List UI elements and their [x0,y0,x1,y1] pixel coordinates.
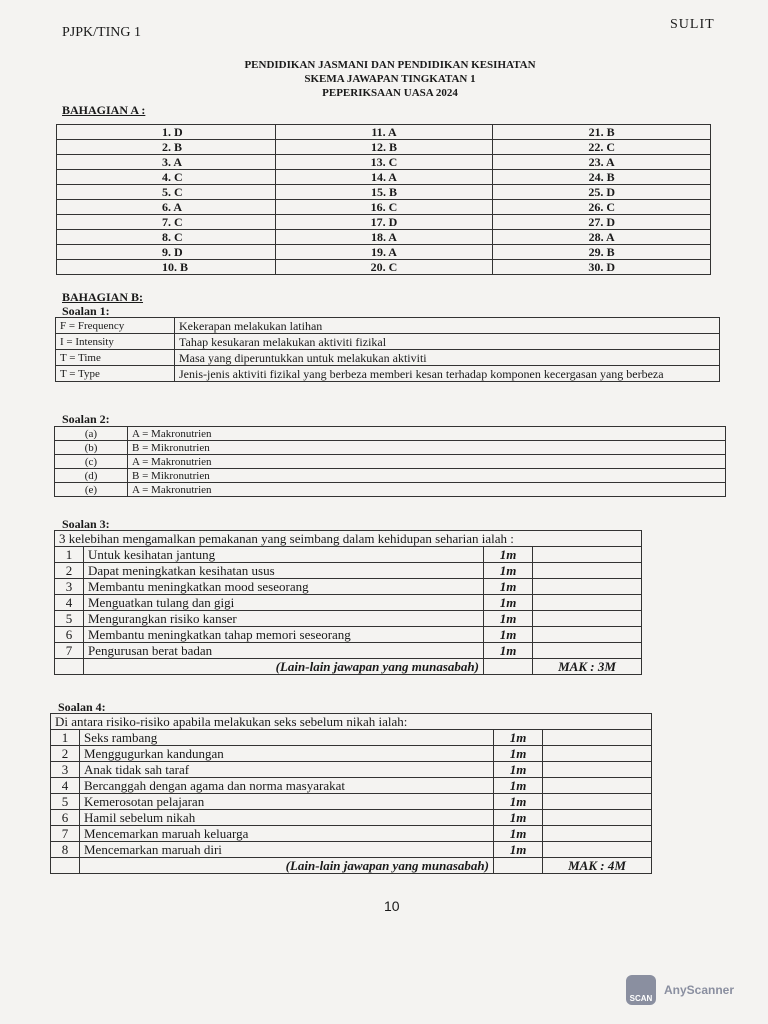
answer-row [51,730,652,746]
answer-cell: 17. D [275,215,493,230]
answer-cell: 14. A [275,170,493,185]
blank-cell [543,826,652,842]
answer-text: Mencemarkan maruah diri [80,842,494,858]
mark-value: 1m [484,579,533,595]
answer-cell: 6. A [57,200,276,215]
blank-cell [543,762,652,778]
footer-number-cell [55,659,84,675]
answer-row [57,185,711,200]
answer-number: 5 [51,794,80,810]
mark-value: 1m [484,611,533,627]
answer-cell: 22. C [493,140,711,155]
mark-value: 1m [484,627,533,643]
intro-row [55,531,642,547]
answer-number: 7 [51,826,80,842]
mark-value: 1m [494,826,543,842]
footer-note: (Lain-lain jawapan yang munasabah) [80,858,494,874]
answer-number: 2 [51,746,80,762]
answer-row [55,563,642,579]
soalan-2-row [55,469,726,483]
answer-cell: 27. D [493,215,711,230]
blank-cell [543,794,652,810]
blank-cell [533,547,642,563]
footer-row [51,858,652,874]
soalan-2-label: Soalan 2: [62,412,110,426]
soalan-2-table [54,426,726,497]
footer-mark-cell [484,659,533,675]
soalan-4-label: Soalan 4: [58,700,106,714]
fitt-key: T = Time [56,350,175,366]
answer-text: Bercanggah dengan agama dan norma masyarakat [80,778,494,794]
answer-cell: 23. A [493,155,711,170]
nutrient-answer: A = Makronutrien [128,455,726,469]
answer-cell: 28. A [493,230,711,245]
answer-number: 6 [55,627,84,643]
answer-cell: 30. D [493,260,711,275]
soalan-1-row [56,350,720,366]
blank-cell [543,778,652,794]
mark-value: 1m [484,643,533,659]
answer-number: 1 [51,730,80,746]
blank-cell [533,579,642,595]
scan-logo-icon: SCAN [626,975,656,1005]
answer-text: Menguatkan tulang dan gigi [84,595,484,611]
part-label: (a) [55,427,128,441]
anyscanner-watermark [626,975,734,1005]
fitt-description: Jenis-jenis aktiviti fizikal yang berbeza memberi kesan terhadap komponen kecergasan yang berbeza [175,366,720,382]
answer-cell: 15. B [275,185,493,200]
bahagian-a-heading: BAHAGIAN A : [62,103,146,117]
answer-cell: 12. B [275,140,493,155]
answer-cell: 2. B [57,140,276,155]
mark-value: 1m [494,810,543,826]
answer-number: 5 [55,611,84,627]
header-code: PJPK/TING 1 [62,25,141,40]
soalan-1-row [56,366,720,382]
fitt-description: Kekerapan melakukan latihan [175,318,720,334]
answer-row [55,595,642,611]
answer-cell: 7. C [57,215,276,230]
answer-text: Menggugurkan kandungan [80,746,494,762]
nutrient-answer: B = Mikronutrien [128,441,726,455]
answer-text: Hamil sebelum nikah [80,810,494,826]
footer-number-cell [51,858,80,874]
fitt-key: I = Intensity [56,334,175,350]
answer-text: Seks rambang [80,730,494,746]
answer-number: 6 [51,810,80,826]
answer-text: Membantu meningkatkan mood seseorang [84,579,484,595]
part-label: (d) [55,469,128,483]
answer-row [57,260,711,275]
title-line-2: SKEMA JAWAPAN TINGKATAN 1 [304,73,476,85]
answer-row [51,746,652,762]
blank-cell [543,842,652,858]
footer-row [55,659,642,675]
soalan-1-label: Soalan 1: [62,304,110,318]
answer-row [57,200,711,215]
document-title [200,58,580,100]
answer-row [57,170,711,185]
answer-cell: 26. C [493,200,711,215]
soalan-2-row [55,427,726,441]
answer-row [55,627,642,643]
part-label: (c) [55,455,128,469]
answer-cell: 9. D [57,245,276,260]
answer-number: 8 [51,842,80,858]
intro-row [51,714,652,730]
answer-text: Kemerosotan pelajaran [80,794,494,810]
soalan-3-label: Soalan 3: [62,517,110,531]
answer-row [55,547,642,563]
max-marks: MAK : 4M [543,858,652,874]
bahagian-b-heading: BAHAGIAN B: [62,290,144,304]
blank-cell [533,595,642,611]
mark-value: 1m [484,547,533,563]
soalan-4-table [50,713,652,874]
soalan-1-table [55,317,720,382]
mark-value: 1m [494,778,543,794]
answer-cell: 5. C [57,185,276,200]
answer-row [55,611,642,627]
answer-number: 1 [55,547,84,563]
blank-cell [533,643,642,659]
footer-mark-cell [494,858,543,874]
part-label: (e) [55,483,128,497]
mark-value: 1m [494,794,543,810]
answer-cell: 19. A [275,245,493,260]
answer-cell: 20. C [275,260,493,275]
blank-cell [533,563,642,579]
answer-text: Mengurangkan risiko kanser [84,611,484,627]
answer-number: 2 [55,563,84,579]
watermark-label: AnyScanner [664,983,735,997]
question-intro: 3 kelebihan mengamalkan pemakanan yang seimbang dalam kehidupan seharian ialah : [55,531,642,547]
answer-cell: 18. A [275,230,493,245]
mark-value: 1m [494,842,543,858]
answer-number: 3 [55,579,84,595]
answer-cell: 8. C [57,230,276,245]
answer-row [55,643,642,659]
title-line-3: PEPERIKSAAN UASA 2024 [322,87,458,99]
blank-cell [543,746,652,762]
answer-row [51,842,652,858]
answer-row [57,245,711,260]
answer-cell: 24. B [493,170,711,185]
soalan-2-row [55,483,726,497]
answer-row [57,155,711,170]
answer-number: 3 [51,762,80,778]
answer-text: Membantu meningkatkan tahap memori seseorang [84,627,484,643]
mark-value: 1m [484,563,533,579]
nutrient-answer: B = Mikronutrien [128,469,726,483]
soalan-1-row [56,334,720,350]
fitt-key: T = Type [56,366,175,382]
answer-row [51,794,652,810]
blank-cell [543,730,652,746]
answer-cell: 16. C [275,200,493,215]
blank-cell [543,810,652,826]
bahagian-a-table [56,124,711,275]
title-line-1: PENDIDIKAN JASMANI DAN PENDIDIKAN KESIHATAN [244,59,536,71]
header-sulit: SULIT [670,17,715,32]
answer-cell: 11. A [275,125,493,140]
mark-value: 1m [494,762,543,778]
soalan-1-row [56,318,720,334]
blank-cell [533,611,642,627]
answer-text: Pengurusan berat badan [84,643,484,659]
answer-number: 4 [51,778,80,794]
answer-text: Untuk kesihatan jantung [84,547,484,563]
soalan-2-row [55,455,726,469]
answer-number: 4 [55,595,84,611]
answer-cell: 13. C [275,155,493,170]
answer-cell: 3. A [57,155,276,170]
mark-value: 1m [484,595,533,611]
answer-text: Dapat meningkatkan kesihatan usus [84,563,484,579]
page-number: 10 [384,898,400,914]
answer-cell: 29. B [493,245,711,260]
answer-text: Mencemarkan maruah keluarga [80,826,494,842]
max-marks: MAK : 3M [533,659,642,675]
soalan-2-row [55,441,726,455]
answer-number: 7 [55,643,84,659]
answer-cell: 25. D [493,185,711,200]
answer-cell: 21. B [493,125,711,140]
answer-row [51,810,652,826]
answer-cell: 10. B [57,260,276,275]
fitt-key: F = Frequency [56,318,175,334]
fitt-description: Masa yang diperuntukkan untuk melakukan aktiviti [175,350,720,366]
answer-row [57,125,711,140]
soalan-3-table [54,530,642,675]
answer-row [55,579,642,595]
answer-row [51,778,652,794]
part-label: (b) [55,441,128,455]
mark-value: 1m [494,730,543,746]
nutrient-answer: A = Makronutrien [128,483,726,497]
blank-cell [533,627,642,643]
answer-row [57,215,711,230]
fitt-description: Tahap kesukaran melakukan aktiviti fizikal [175,334,720,350]
nutrient-answer: A = Makronutrien [128,427,726,441]
mark-value: 1m [494,746,543,762]
answer-row [57,230,711,245]
answer-cell: 1. D [57,125,276,140]
answer-cell: 4. C [57,170,276,185]
footer-note: (Lain-lain jawapan yang munasabah) [84,659,484,675]
question-intro: Di antara risiko-risiko apabila melakukan seks sebelum nikah ialah: [51,714,652,730]
answer-row [51,826,652,842]
answer-text: Anak tidak sah taraf [80,762,494,778]
answer-row [57,140,711,155]
answer-row [51,762,652,778]
